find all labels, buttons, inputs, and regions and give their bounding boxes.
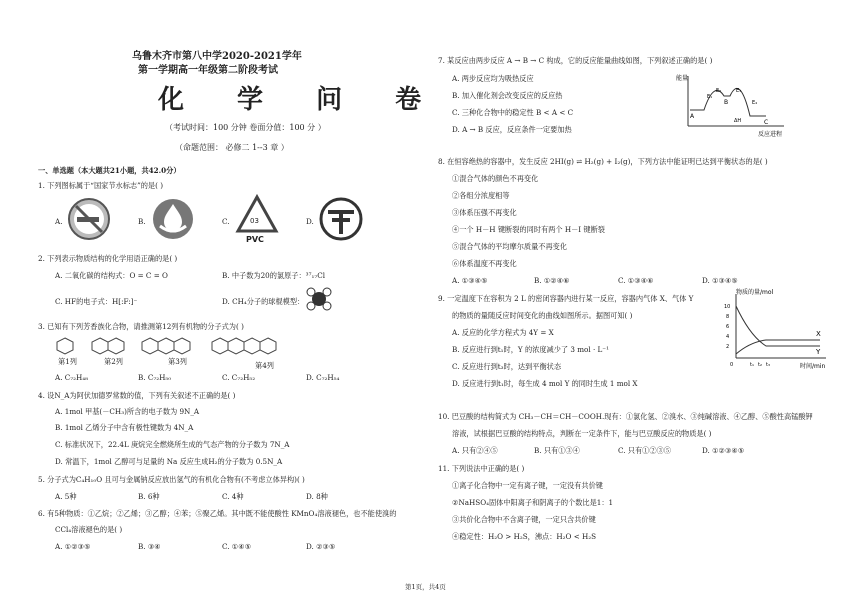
page-footer: 第1页，共4页 xyxy=(405,583,446,591)
q4-stem: 4. 设N_A为阿伏加德罗常数的值，下列有关叙述不正确的是( ) xyxy=(38,391,236,400)
q10-option-d: D. ①②③④⑤ xyxy=(702,446,745,455)
water-saving-icon xyxy=(150,196,196,242)
q2-option-d: D. CH₄分子的球棍模型： xyxy=(222,297,305,306)
exam-scope: （命题范围： 必修二 1--3 章 ） xyxy=(175,143,289,152)
q6-option-a: A. ①②③⑤ xyxy=(55,542,91,551)
q10-stem: 10. 巴豆酸的结构简式为 CH₃－CH＝CH－COOH.现有：①氯化氢、②溴水、③纯碱溶液、④乙醇、⑤酸性高锰酸钾 xyxy=(438,412,813,421)
q8-option-d: D. ①③④⑤ xyxy=(702,276,738,285)
q11-item-4: ④稳定性：H₂O > H₂S，沸点：H₂O < H₂S xyxy=(452,532,597,541)
q4-option-d: D. 常温下，1mol 乙醇可与足量的 Na 反应生成H₂的分子数为 0.5N_A xyxy=(55,457,283,466)
svg-text:时间/min: 时间/min xyxy=(800,363,826,370)
q5-option-b: B. 6种 xyxy=(138,492,160,501)
q9-stem: 9. 一定温度下在容积为 2 L 的密闭容器内进行某一反应，容器内气体 X、气体 Y xyxy=(438,294,694,303)
q4-option-c: C. 标准状况下，22.4L 庚烷完全燃烧所生成的气态产物的分子数为 7N_A xyxy=(55,440,290,449)
svg-text:t₂: t₂ xyxy=(758,362,762,368)
q2-option-c: C. HF的电子式：H[:F:]⁻ xyxy=(55,297,138,306)
q8-item-3: ③体系压强不再变化 xyxy=(452,208,517,217)
q8-item-6: ⑥体系温度不再变化 xyxy=(452,259,517,268)
q3-option-a: A. C₇₂H₄₈ xyxy=(55,373,89,382)
q10-option-b: B. 只有①③④ xyxy=(534,446,580,455)
q5-option-a: A. 5种 xyxy=(55,492,77,501)
q5-option-d: D. 8种 xyxy=(306,492,328,501)
q8-item-4: ④一个 H－H 键断裂的同时有两个 H－I 键断裂 xyxy=(452,225,605,234)
q3-col4-label: 第4列 xyxy=(255,361,274,370)
q3-col3-label: 第3列 xyxy=(168,357,187,366)
q9-option-c: C. 反应进行到t₃时，达到平衡状态 xyxy=(452,362,562,371)
q9-option-d: D. 反应进行到t₁时，每生成 4 mol Y 的同时生成 1 mol X xyxy=(452,379,638,388)
moles-vs-time-chart xyxy=(720,288,830,370)
svg-text:t₃: t₃ xyxy=(766,362,770,368)
q3-col1-label: 第1列 xyxy=(58,357,77,366)
q8-stem: 8. 在恒容绝热的容器中，发生反应 2HI(g) ⇌ H₂(g) + I₂(g)，下列方法中能证明已达到平衡状态的是( ) xyxy=(438,157,768,166)
q6-stem: 6. 有5种物质：①乙烷；②乙烯；③乙醇；④苯；⑤聚乙烯。其中既不能使酸性 KMnO₄溶液褪色，也不能使溴的 xyxy=(38,509,397,518)
q7-option-a: A. 两步反应均为吸热反应 xyxy=(452,74,534,83)
svg-text:E₁: E₁ xyxy=(707,94,713,100)
q8-item-5: ⑤混合气体的平均摩尔质量不再变化 xyxy=(452,242,568,251)
svg-text:C: C xyxy=(764,119,769,126)
svg-text:8: 8 xyxy=(726,314,730,320)
q7-option-b: B. 加入催化剂会改变反应的反应热 xyxy=(452,91,563,100)
q8-option-b: B. ①②④⑥ xyxy=(534,276,570,285)
exam-title: 第一学期高一年级第二阶段考试 xyxy=(138,65,278,76)
q3-option-d: D. C₇₂H₅₄ xyxy=(306,373,340,382)
svg-text:E₃: E₃ xyxy=(736,88,742,94)
q4-option-b: B. 1mol 乙烯分子中含有极性键数为 4N_A xyxy=(55,423,194,432)
q10-option-c: C. 只有①②③⑤ xyxy=(618,446,671,455)
school-title: 乌鲁木齐市第八中学2020-2021学年 xyxy=(132,51,302,62)
svg-text:0: 0 xyxy=(730,362,734,368)
q1-label-a: A. xyxy=(55,217,63,226)
svg-text:E₄: E₄ xyxy=(752,100,758,106)
svg-text:反应进程: 反应进程 xyxy=(758,131,783,138)
svg-text:03: 03 xyxy=(250,217,259,225)
q9-stem-continued: 的物质的量随反应时间变化的曲线如图所示。据图可知( ) xyxy=(452,311,633,320)
q9-option-b: B. 反应进行到t₁时，Y 的浓度减少了 3 mol · L⁻¹ xyxy=(452,345,609,354)
q8-item-2: ②各组分浓度相等 xyxy=(452,191,510,200)
q5-option-c: C. 4种 xyxy=(222,492,244,501)
q1-label-c: C. xyxy=(222,217,230,226)
q11-item-1: ①离子化合物中一定有离子键，一定没有共价键 xyxy=(452,481,603,490)
exam-meta: （考试时间：100 分钟 卷面分值：100 分 ） xyxy=(165,123,326,132)
q8-option-c: C. ①③④⑥ xyxy=(618,276,654,285)
q2-option-b: B. 中子数为20的氯原子：³⁷₁₇Cl xyxy=(222,271,326,280)
q6-stem-continued: CCl₄溶液褪色的是( ) xyxy=(55,525,123,534)
q3-col2-label: 第2列 xyxy=(104,357,123,366)
energy-profile-diagram xyxy=(674,70,794,140)
paper-title: 化 学 问 卷 xyxy=(158,85,444,115)
q7-option-d: D. A → B 反应，反应条件一定要加热 xyxy=(452,125,572,134)
aromatic-series-structures xyxy=(55,334,335,358)
section-heading: 一、单选题（本大题共21小题，共42.0分） xyxy=(38,166,181,175)
svg-text:Y: Y xyxy=(816,348,821,356)
q11-item-3: ③共价化合物中不含离子键，一定只含共价键 xyxy=(452,515,596,524)
q11-stem: 11. 下列说法中正确的是( ) xyxy=(438,464,525,473)
q3-option-c: C. C₇₂H₅₂ xyxy=(222,373,256,382)
svg-text:E₂: E₂ xyxy=(716,88,722,94)
svg-text:t₁: t₁ xyxy=(750,362,754,368)
energy-saving-icon xyxy=(318,196,364,242)
q3-stem: 3. 已知有下列芳香族化合物，请推测第12列有机物的分子式为( ) xyxy=(38,322,244,331)
q1-stem: 1. 下列图标属于“国家节水标志”的是( ) xyxy=(38,181,164,190)
svg-text:6: 6 xyxy=(726,324,730,330)
q8-item-1: ①混合气体的颜色不再变化 xyxy=(452,174,539,183)
q2-option-a: A. 二氧化碳的结构式：O = C = O xyxy=(55,271,168,280)
svg-text:2: 2 xyxy=(726,344,730,350)
q3-option-b: B. C₇₂H₅₀ xyxy=(138,373,172,382)
q9-option-a: A. 反应的化学方程式为 4Y = X xyxy=(452,328,554,337)
svg-text:A: A xyxy=(690,113,695,120)
q2-stem: 2. 下列表示物质结构的化学用语正确的是( ) xyxy=(38,254,178,263)
svg-text:4: 4 xyxy=(726,334,730,340)
svg-text:10: 10 xyxy=(724,304,731,310)
q1-label-d: D. xyxy=(306,217,314,226)
svg-text:PVC: PVC xyxy=(246,235,264,244)
no-smoking-icon xyxy=(66,196,112,242)
q6-option-c: C. ①④⑤ xyxy=(222,542,252,551)
q4-option-a: A. 1mol 甲基(－CH₃)所含的电子数为 9N_A xyxy=(55,407,200,416)
q6-option-d: D. ②③⑤ xyxy=(306,542,336,551)
q7-option-c: C. 三种化合物中的稳定性 B < A < C xyxy=(452,108,574,117)
q8-option-a: A. ①③④⑤ xyxy=(452,276,488,285)
q10-stem-continued: 溶液，试根据巴豆酸的结构特点，判断在一定条件下，能与巴豆酸反应的物质是( ) xyxy=(452,429,712,438)
svg-text:物质的量/mol: 物质的量/mol xyxy=(736,289,774,296)
q6-option-b: B. ③④ xyxy=(138,542,161,551)
svg-text:能量: 能量 xyxy=(676,75,689,82)
svg-text:ΔH: ΔH xyxy=(734,118,742,124)
q10-option-a: A. 只有②④⑤ xyxy=(452,446,498,455)
q5-stem: 5. 分子式为C₄H₁₀O 且可与金属钠反应放出氢气的有机化合物有(不考虑立体异构)( ) xyxy=(38,475,305,484)
svg-text:X: X xyxy=(816,330,821,338)
methane-ball-stick-model xyxy=(305,286,333,312)
recycle-pvc-icon xyxy=(234,193,280,245)
q11-item-2: ②NaHSO₄固体中阳离子和阴离子的个数比是1：1 xyxy=(452,498,614,507)
q1-label-b: B. xyxy=(138,217,146,226)
svg-text:B: B xyxy=(724,99,729,106)
q7-stem: 7. 某反应由两步反应 A → B → C 构成，它的反应能量曲线如图，下列叙述正确的是( ) xyxy=(438,56,713,65)
